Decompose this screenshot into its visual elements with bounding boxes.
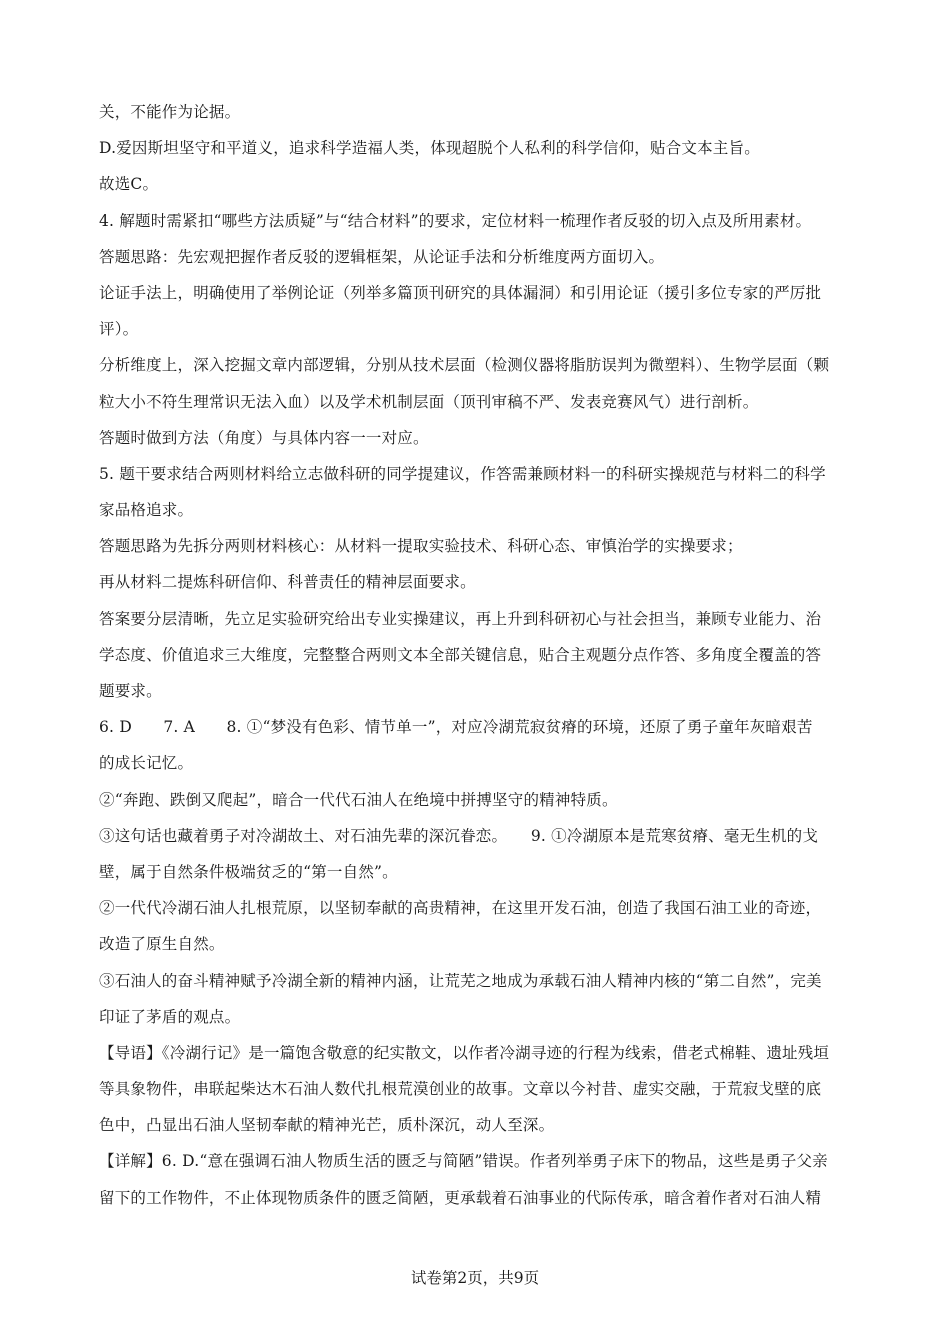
text-line: 再从材料二提炼科研信仰、科普责任的精神层面要求。	[99, 573, 476, 592]
text-line: 论证手法上，明确使用了举例论证（列举多篇顶刊研究的具体漏洞）和引用论证（援引多位专家的严厉批	[99, 283, 822, 302]
text-line: ③石油人的奋斗精神赋予冷湖全新的精神内涵，让荒芜之地成为承载石油人精神内核的“第二自然”，完美	[99, 971, 822, 990]
text-line: 等具象物件，串联起柴达木石油人数代扎根荒漠创业的故事。文章以今衬昔、虚实交融，于荒寂戈壁的底	[99, 1080, 822, 1099]
text-line: 的成长记忆。	[99, 754, 194, 773]
text-line: 4. 解题时需紧扣“哪些方法质疑”与“结合材料”的要求，定位材料一梳理作者反驳的切入点及所用素材。	[99, 211, 812, 230]
text-line: ②一代代冷湖石油人扎根荒原，以坚韧奉献的高贵精神，在这里开发石油，创造了我国石油工业的奇迹，	[99, 899, 822, 918]
text-line: 答题思路：先宏观把握作者反驳的逻辑框架，从论证手法和分析维度两方面切入。	[99, 247, 665, 266]
text-line: 留下的工作物件，不止体现物质条件的匮乏简陋，更承载着石油事业的代际传承，暗含着作者对石油人精	[99, 1188, 822, 1207]
text-line: 【详解】6. D.“意在强调石油人物质生活的匮乏与简陋”错误。作者列举勇子床下的物品，这些是勇子父亲	[99, 1152, 828, 1171]
text-line: D.爱因斯坦坚守和平道义，追求科学造福人类，体现超脱个人私利的科学信仰，贴合文本主旨。	[99, 139, 760, 158]
text-line: 学态度、价值追求三大维度，完整整合两则文本全部关键信息，贴合主观题分点作答、多角度全覆盖的答	[99, 645, 822, 664]
text-line: 壁，属于自然条件极端贫乏的“第一自然”。	[99, 862, 398, 881]
text-line: 故选C。	[99, 175, 159, 194]
text-line: 家品格追求。	[99, 501, 194, 520]
text-line: 色中，凸显出石油人坚韧奉献的精神光芒，质朴深沉，动人至深。	[99, 1116, 555, 1135]
text-line: 评）。	[99, 320, 139, 339]
text-line: 5. 题干要求结合两则材料给立志做科研的同学提建议，作答需兼顾材料一的科研实操规范与材料二的科学	[99, 464, 826, 483]
text-line: 答案要分层清晰，先立足实验研究给出专业实操建议，再上升到科研初心与社会担当，兼顾专业能力、治	[99, 609, 822, 628]
text-line: ②“奔跑、跌倒又爬起”，暗合一代代石油人在绝境中拼搏坚守的精神特质。	[99, 790, 618, 809]
page-footer: 试卷第2页，共9页	[410, 1269, 540, 1287]
text-line: 分析维度上，深入挖掘文章内部逻辑，分别从技术层面（检测仪器将脂肪误判为微塑料）、生物学层面（颗	[99, 356, 830, 375]
text-line: 改造了原生自然。	[99, 935, 225, 954]
text-line: 粒大小不符生理常识无法入血）以及学术机制层面（顶刊审稿不严、发表竞赛风气）进行剖析。	[99, 392, 759, 411]
text-line: 印证了茅盾的观点。	[99, 1007, 241, 1026]
text-line: 答题思路为先拆分两则材料核心：从材料一提取实验技术、科研心态、审慎治学的实操要求；	[99, 537, 743, 556]
text-line: 【导语】《冷湖行记》是一篇饱含敬意的纪实散文，以作者冷湖寻迹的行程为线索，借老式棉鞋、遗址残垣	[99, 1043, 830, 1062]
document-body	[99, 94, 859, 1216]
text-line: 答题时做到方法（角度）与具体内容一一对应。	[99, 428, 429, 447]
text-line: 关，不能作为论据。	[99, 103, 241, 121]
text-line: 题要求。	[99, 682, 162, 700]
text-line: 6. D 7. A 8. ①“梦没有色彩、情节单一”，对应冷湖荒寂贫瘠的环境，还原了勇子童年灰暗艰苦	[99, 718, 813, 737]
text-line: ③这句话也藏着勇子对冷湖故土、对石油先辈的深沉眷恋。 9. ①冷湖原本是荒寒贫瘠、毫无生机的戈	[99, 826, 819, 845]
